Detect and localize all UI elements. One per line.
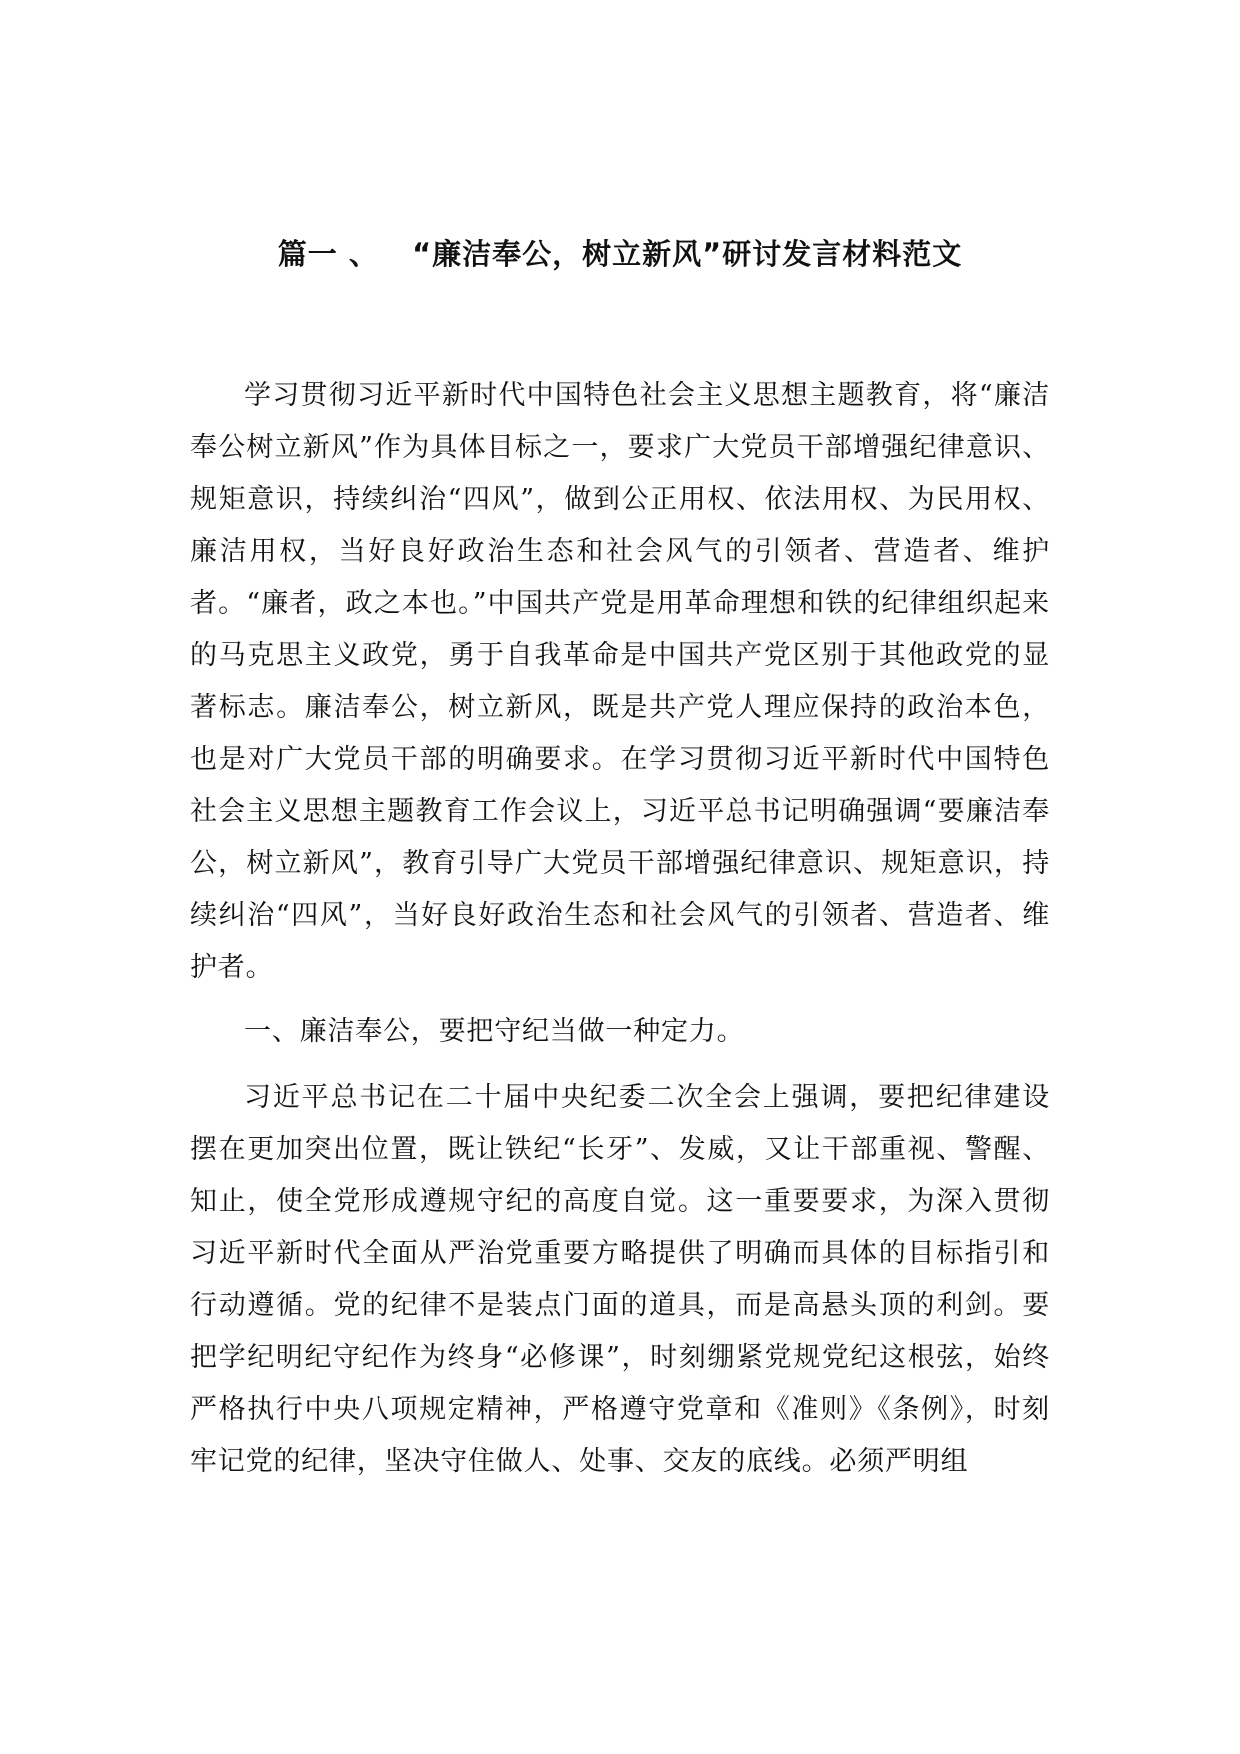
paragraph-section-1: 习近平总书记在二十届中央纪委二次全会上强调，要把纪律建设摆在更加突出位置，既让铁纪“长牙”、发威，又让干部重视、警醒、知止，使全党形成遵规守纪的高度自觉。这一重要要求，为深入贯彻习近平新时代全面从严治党重要方略提供了明确而具体的目标指引和行动遵循。党的纪律不是装点门面的道具，而是高悬头顶的利剑。要把学纪明纪守纪作为终身“必修课”，时刻绷紧党规党纪这根弦，始终严格执行中央八项规定精神，严格遵守党章和《准则》《条例》，时刻牢记党的纪律，坚决守住做人、处事、交友的底线。必须严明组 bbox=[190, 1082, 1050, 1477]
paragraph-intro: 学习贯彻习近平新时代中国特色社会主义思想主题教育，将“廉洁奉公树立新风”作为具体目标之一，要求广大党员干部增强纪律意识、规矩意识，持续纠治“四风”，做到公正用权、依法用权、为民用权、廉洁用权，当好良好政治生态和社会风气的引领者、营造者、维护者。“廉者，政之本也。”中国共产党是用革命理想和铁的纪律组织起来的马克思主义政党，勇于自我革命是中国共产党区别于其他政党的显著标志。廉洁奉公，树立新风，既是共产党人理应保持的政治本色，也是对广大党员干部的明确要求。在学习贯彻习近平新时代中国特色社会主义思想主题教育工作会议上，习近平总书记明确强调“要廉洁奉公，树立新风”，教育引导广大党员干部增强纪律意识、规矩意识，持续纠治“四风”，当好良好政治生态和社会风气的引领者、营造者、维护者。 bbox=[190, 380, 1050, 983]
section-heading-1: 一、廉洁奉公，要把守纪当做一种定力。 bbox=[244, 1016, 745, 1047]
document-title: 篇一 、 “廉洁奉公，树立新风”研讨发言材料范文 bbox=[277, 237, 963, 271]
document-body bbox=[190, 370, 1050, 1500]
